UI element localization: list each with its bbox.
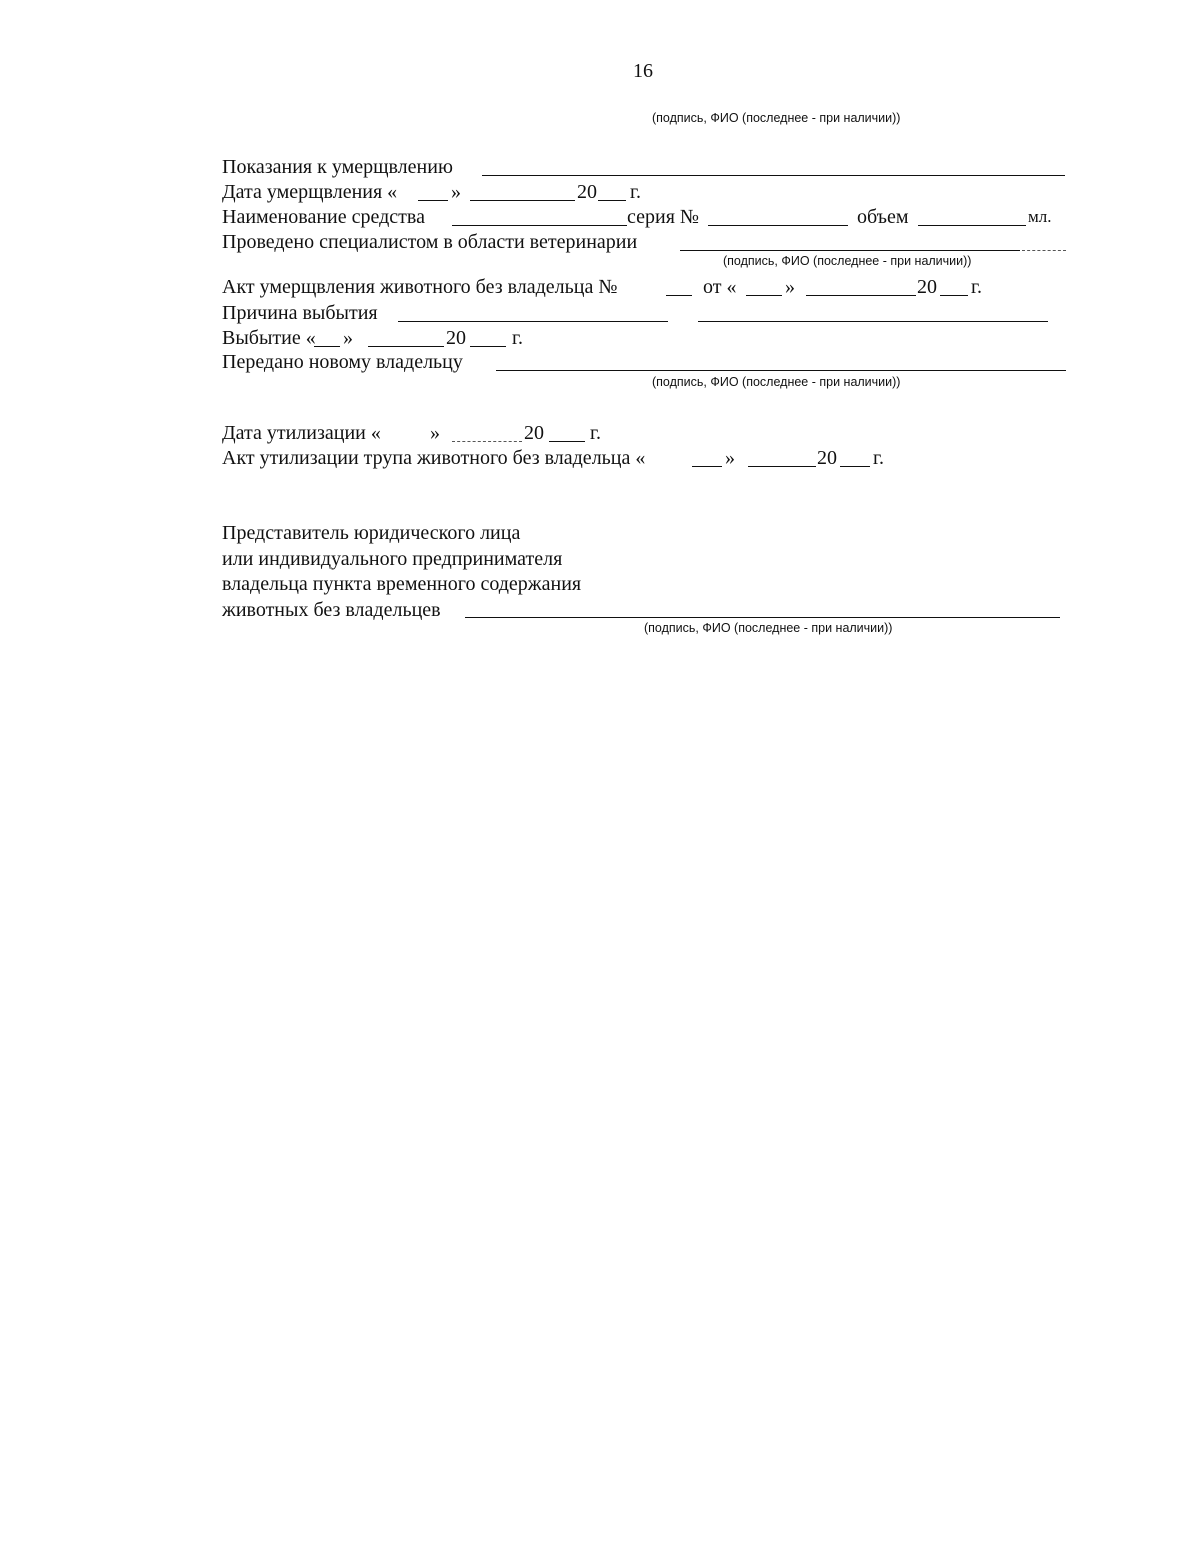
euthanasia-year-line bbox=[598, 200, 626, 201]
indications-label: Показания к умерщвлению bbox=[222, 156, 453, 178]
indications-field-line bbox=[482, 175, 1065, 176]
disposal-quote-close: » bbox=[430, 422, 440, 444]
departure-reason-label: Причина выбытия bbox=[222, 302, 378, 324]
representative-line-3: владельца пункта временного содержания bbox=[222, 573, 582, 595]
departure-reason-line-2 bbox=[698, 321, 1048, 322]
signature-caption-vet: (подпись, ФИО (последнее - при наличии)) bbox=[723, 254, 972, 268]
page-number: 16 bbox=[633, 60, 653, 82]
disposal-act-year-line bbox=[840, 466, 870, 467]
performed-by-label: Проведено специалистом в области ветеринарии bbox=[222, 231, 638, 253]
representative-line-4: животных без владельцев bbox=[222, 599, 441, 621]
performed-by-field-line-end bbox=[1022, 250, 1066, 251]
departure-year-line bbox=[470, 346, 506, 347]
euthanasia-act-year-suffix: г. bbox=[971, 276, 982, 298]
departure-year-prefix: 20 bbox=[446, 327, 466, 349]
disposal-act-quote-close: » bbox=[725, 447, 735, 469]
disposal-act-year-suffix: г. bbox=[873, 447, 884, 469]
departure-month-line bbox=[368, 346, 444, 347]
euthanasia-act-day-line bbox=[746, 295, 782, 296]
volume-label: объем bbox=[857, 206, 909, 228]
departure-year-suffix: г. bbox=[512, 327, 523, 349]
euthanasia-month-line bbox=[470, 200, 575, 201]
representative-line-1: Представитель юридического лица bbox=[222, 522, 521, 544]
signature-caption-top: (подпись, ФИО (последнее - при наличии)) bbox=[652, 111, 901, 125]
agent-field-line bbox=[452, 225, 627, 226]
disposal-act-day-line bbox=[692, 466, 722, 467]
volume-unit: мл. bbox=[1028, 207, 1052, 226]
euthanasia-year-prefix: 20 bbox=[577, 181, 597, 203]
disposal-year-suffix: г. bbox=[590, 422, 601, 444]
euthanasia-day-line bbox=[418, 200, 448, 201]
disposal-act-year-prefix: 20 bbox=[817, 447, 837, 469]
series-label: серия № bbox=[627, 206, 699, 228]
euthanasia-date-label: Дата умерщвления « bbox=[222, 181, 398, 203]
disposal-year-line bbox=[549, 441, 585, 442]
departure-reason-line-1 bbox=[398, 321, 668, 322]
euthanasia-act-number-line bbox=[666, 295, 692, 296]
agent-label: Наименование средства bbox=[222, 206, 425, 228]
volume-field-line bbox=[918, 225, 1026, 226]
representative-line-2: или индивидуального предпринимателя bbox=[222, 548, 563, 570]
disposal-act-label: Акт утилизации трупа животного без владельца « bbox=[222, 447, 646, 469]
signature-caption-representative: (подпись, ФИО (последнее - при наличии)) bbox=[644, 621, 893, 635]
euthanasia-act-year-line bbox=[940, 295, 968, 296]
euthanasia-act-from-label: от « bbox=[703, 276, 737, 298]
transferred-field-line bbox=[496, 370, 1066, 371]
euthanasia-quote-close: » bbox=[451, 181, 461, 203]
euthanasia-act-label: Акт умерщвления животного без владельца № bbox=[222, 276, 618, 298]
departure-date-label: Выбытие « bbox=[222, 327, 316, 349]
disposal-month-line bbox=[452, 441, 522, 442]
disposal-act-month-line bbox=[748, 466, 816, 467]
representative-signature-line bbox=[465, 617, 1060, 618]
disposal-year-prefix: 20 bbox=[524, 422, 544, 444]
series-field-line bbox=[708, 225, 848, 226]
transferred-label: Передано новому владельцу bbox=[222, 351, 463, 373]
disposal-date-label: Дата утилизации « bbox=[222, 422, 381, 444]
signature-caption-owner: (подпись, ФИО (последнее - при наличии)) bbox=[652, 375, 901, 389]
euthanasia-act-year-prefix: 20 bbox=[917, 276, 937, 298]
euthanasia-year-suffix: г. bbox=[630, 181, 641, 203]
euthanasia-act-month-line bbox=[806, 295, 916, 296]
departure-day-line bbox=[314, 346, 340, 347]
performed-by-field-line bbox=[680, 250, 1020, 251]
departure-quote-close: » bbox=[343, 327, 353, 349]
euthanasia-act-quote-close: » bbox=[785, 276, 795, 298]
